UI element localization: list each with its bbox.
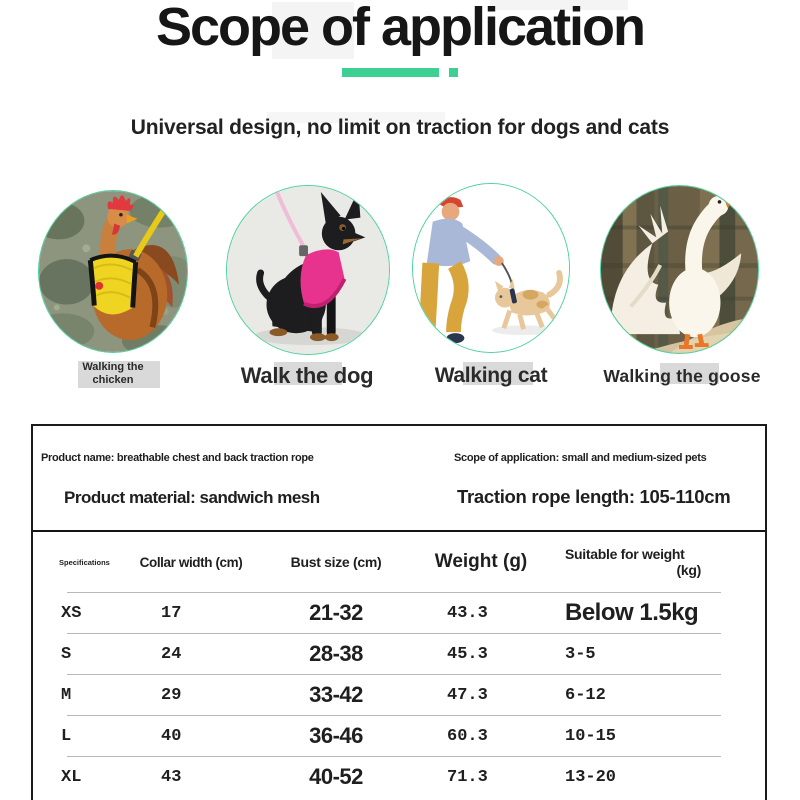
header-suitable-line1: Suitable for weight: [565, 546, 685, 562]
cell-suitable: 10-15: [565, 726, 617, 746]
cell-bust: 40-52: [309, 764, 363, 789]
scene-walk-the-dog: [226, 185, 390, 355]
cell-size: S: [61, 644, 72, 664]
table-row-s: [33, 634, 765, 674]
title-underline: [0, 68, 800, 77]
caption-walking-cat: Walking cat: [434, 364, 548, 387]
caption-line: chicken: [92, 374, 134, 386]
caption-walk-the-dog: Walk the dog: [240, 363, 374, 388]
application-scope-text: Scope of application: small and medium-sized pets: [454, 452, 707, 464]
underline-bar: [342, 68, 439, 77]
cell-size: XS: [61, 603, 82, 623]
cell-suitable: 3-5: [565, 644, 596, 664]
cell-bust: 21-32: [309, 600, 363, 625]
rooster-in-yellow-harness-image: [39, 191, 187, 352]
header-weight: Weight (g): [434, 551, 528, 572]
header-collar-width: Collar width (cm): [139, 554, 243, 570]
person-walking-cat-image: [413, 184, 569, 352]
black-dog-in-pink-harness-image: [227, 186, 389, 354]
photo-circle: [38, 190, 188, 353]
cell-weight: 71.3: [447, 767, 488, 787]
cell-suitable: Below 1.5kg: [565, 599, 699, 626]
table-row-xs: [33, 593, 765, 633]
product-info: [33, 426, 765, 530]
scene-walking-cat: [412, 183, 570, 353]
size-table: [33, 532, 765, 797]
cell-weight: 47.3: [447, 685, 488, 705]
cell-size: XL: [61, 767, 82, 787]
header-bust-size: Bust size (cm): [290, 554, 382, 570]
product-material-text: Product material: sandwich mesh: [64, 488, 320, 507]
cell-weight: 45.3: [447, 644, 488, 664]
header-suitable-weight: [551, 546, 765, 578]
table-row-m: [33, 675, 765, 715]
photo-circle: [600, 185, 759, 354]
rope-length-text: Traction rope length: 105-110cm: [457, 486, 731, 507]
cell-weight: 60.3: [447, 726, 488, 746]
cell-bust: 28-38: [309, 641, 363, 666]
photo-circle: [226, 185, 390, 355]
table-row-l: [33, 716, 765, 756]
caption-walking-chicken: [38, 361, 188, 387]
cell-size: L: [61, 726, 72, 746]
table-header-row: [33, 532, 765, 592]
scene-walking-chicken: [38, 190, 188, 353]
cell-weight: 43.3: [447, 603, 488, 623]
cell-collar: 24: [161, 644, 182, 664]
cell-collar: 40: [161, 726, 182, 746]
scene-walking-goose: [600, 185, 759, 354]
cell-suitable: 6-12: [565, 685, 606, 705]
header-suitable-line2: (kg): [676, 562, 701, 578]
header-specifications: Specifications: [59, 557, 110, 567]
caption-walking-goose: Walking the goose: [603, 366, 761, 386]
cell-suitable: 13-20: [565, 767, 617, 787]
product-name-text: Product name: breathable chest and back traction rope: [41, 452, 314, 464]
underline-dot: [449, 68, 458, 77]
photo-circle: [412, 183, 570, 353]
white-goose-wings-spread-image: [601, 186, 758, 353]
cell-collar: 29: [161, 685, 182, 705]
caption-line: Walking the: [82, 361, 144, 373]
cell-bust: 36-46: [309, 723, 363, 748]
cell-size: M: [61, 685, 72, 705]
cell-collar: 43: [161, 767, 182, 787]
table-row-xl: [33, 757, 765, 797]
cell-collar: 17: [161, 603, 182, 623]
spec-panel: [31, 424, 767, 800]
page-subtitle: Universal design, no limit on traction for dogs and cats: [130, 116, 670, 139]
page-title: Scope of application: [155, 0, 645, 57]
cell-bust: 33-42: [309, 682, 363, 707]
